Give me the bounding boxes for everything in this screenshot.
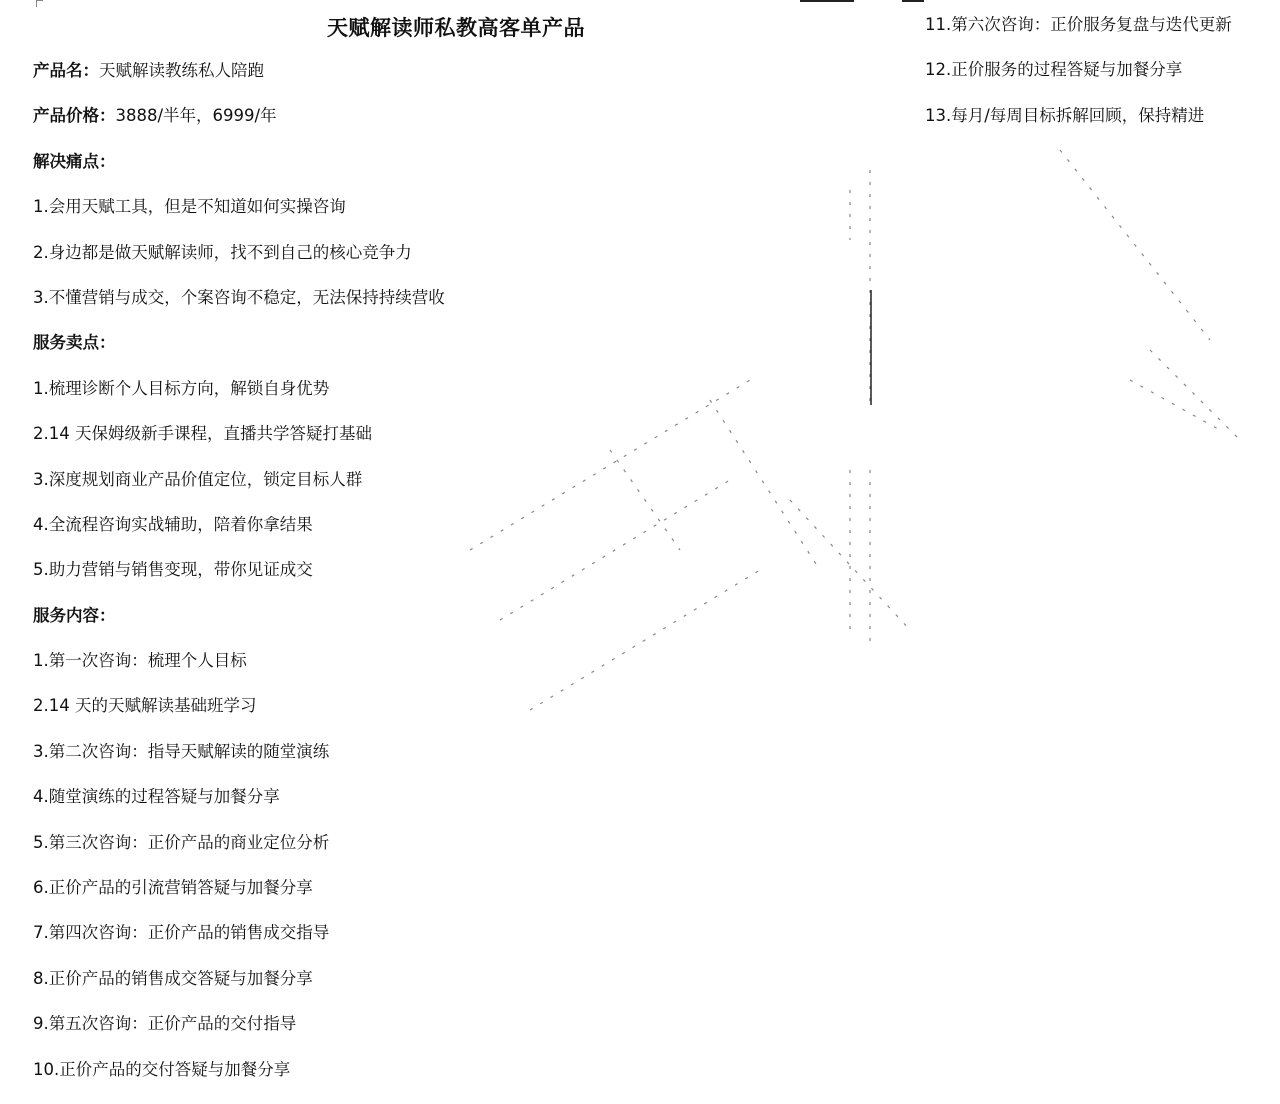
pain-point-item: 3.不懂营销与成交，个案咨询不稳定，无法保持持续营收 — [33, 287, 445, 307]
product-price-line — [33, 105, 833, 150]
product-price-label: 产品价格： — [33, 106, 116, 126]
selling-point-item: 3.深度规划商业产品价值定位，锁定目标人群 — [33, 469, 363, 489]
product-name-label: 产品名： — [33, 61, 99, 80]
service-content-item: 8.正价产品的销售成交答疑与加餐分享 — [33, 968, 313, 988]
service-content-item: 2.14 天的天赋解读基础班学习 — [33, 696, 257, 716]
selling-points-heading: 服务卖点： — [33, 333, 116, 353]
service-content-item: 4.随堂演练的过程答疑与加餐分享 — [33, 787, 280, 807]
product-name-value: 天赋解读教练私人陪跑 — [99, 61, 264, 80]
service-content-item: 12.正价服务的过程答疑与加餐分享 — [925, 60, 1183, 80]
pain-points-heading: 解决痛点： — [33, 151, 116, 171]
service-content-item: 3.第二次咨询：指导天赋解读的随堂演练 — [33, 741, 330, 761]
top-edge-mark — [902, 0, 924, 2]
service-content-item: 13.每月/每周目标拆解回顾，保持精进 — [925, 105, 1205, 125]
selling-point-item: 5.助力营销与销售变现，带你见证成交 — [33, 560, 313, 580]
service-content-item: 7.第四次咨询：正价产品的销售成交指导 — [33, 923, 330, 943]
service-content-item: 6.正价产品的引流营销答疑与加餐分享 — [33, 878, 313, 898]
service-content-item: 10.正价产品的交付答疑与加餐分享 — [33, 1059, 291, 1079]
selling-point-item: 1.梳理诊断个人目标方向，解锁自身优势 — [33, 378, 330, 398]
service-content-item: 9.第五次咨询：正价产品的交付指导 — [33, 1014, 297, 1034]
right-column — [925, 14, 1275, 150]
product-price-value: 3888/半年，6999/年 — [115, 106, 277, 126]
pain-point-item: 1.会用天赋工具，但是不知道如何实操咨询 — [33, 197, 346, 217]
service-content-item: 11.第六次咨询：正价服务复盘与迭代更新 — [925, 15, 1232, 34]
top-edge-mark — [800, 0, 854, 2]
service-content-heading: 服务内容： — [33, 605, 116, 625]
pain-point-item: 2.身边都是做天赋解读师，找不到自己的核心竞争力 — [33, 242, 412, 262]
left-column — [33, 60, 833, 1104]
product-name-line — [33, 60, 833, 105]
page-title: 天赋解读师私教高客单产品 — [327, 16, 585, 40]
corner-mark — [36, 0, 43, 7]
service-content-item: 5.第三次咨询：正价产品的商业定位分析 — [33, 832, 330, 852]
service-content-item: 1.第一次咨询：梳理个人目标 — [33, 651, 247, 671]
selling-point-item: 2.14 天保姆级新手课程，直播共学答疑打基础 — [33, 424, 372, 444]
selling-point-item: 4.全流程咨询实战辅助，陪着你拿结果 — [33, 514, 313, 534]
